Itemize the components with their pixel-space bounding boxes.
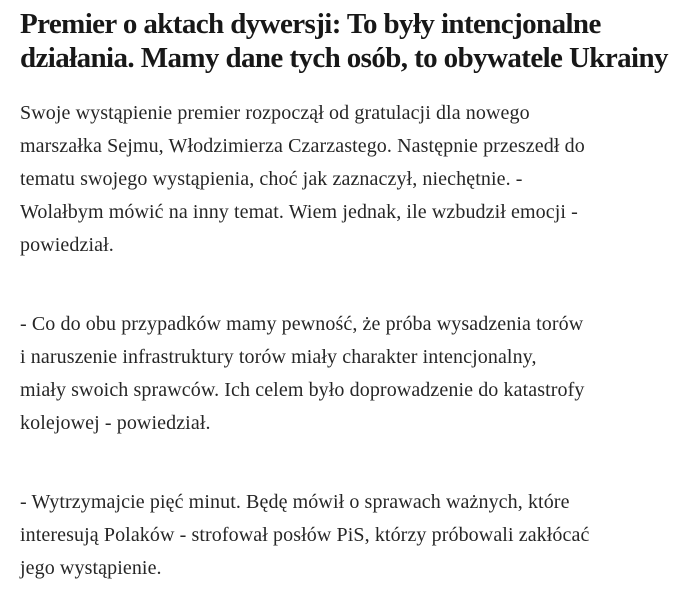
paragraph-2-line-2: i naruszenie infrastruktury torów miały charakter intencjonalny, <box>20 346 537 368</box>
paragraph-1-line-1: Swoje wystąpienie premier rozpoczął od gratulacji dla nowego <box>20 102 530 124</box>
paragraph-3-line-1: - Wytrzymajcie pięć minut. Będę mówił o sprawach ważnych, które <box>20 491 570 513</box>
paragraph-1-line-4: Wolałbym mówić na inny temat. Wiem jednak, ile wzbudził emocji - <box>20 201 578 223</box>
headline-line-2: działania. Mamy dane tych osób, to obywatele Ukrainy <box>20 42 668 74</box>
paragraph-2-line-3: miały swoich sprawców. Ich celem było doprowadzenie do katastrofy <box>20 379 585 401</box>
article <box>20 7 668 585</box>
paragraph-1-line-5: powiedział. <box>20 234 114 256</box>
paragraph-3 <box>20 486 660 585</box>
paragraph-2-line-1: - Co do obu przypadków mamy pewność, że próba wysadzenia torów <box>20 313 584 335</box>
paragraph-1-line-3: tematu swojego wystąpienia, choć jak zaznaczył, niechętnie. - <box>20 168 523 190</box>
paragraph-3-line-3: jego wystąpienie. <box>20 557 162 579</box>
paragraph-1-line-2: marszałka Sejmu, Włodzimierza Czarzastego. Następnie przeszedł do <box>20 135 585 157</box>
paragraph-2 <box>20 308 660 440</box>
paragraph-2-line-4: kolejowej - powiedział. <box>20 412 211 434</box>
article-headline <box>20 7 668 75</box>
headline-line-1: Premier o aktach dywersji: To były intencjonalne <box>20 8 601 40</box>
paragraph-3-line-2: interesują Polaków - strofował posłów PiS, którzy próbowali zakłócać <box>20 524 590 546</box>
paragraph-1 <box>20 97 660 262</box>
